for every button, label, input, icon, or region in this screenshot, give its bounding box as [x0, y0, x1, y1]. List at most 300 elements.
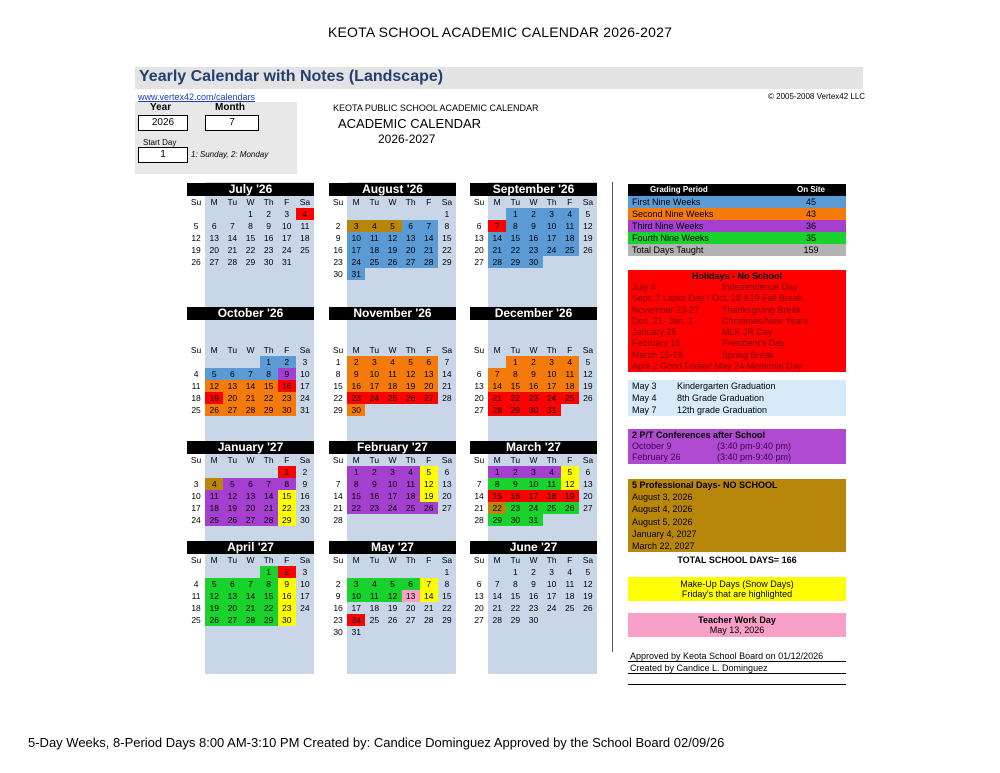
calendar-day: 10	[347, 590, 365, 602]
calendar-day	[296, 614, 314, 626]
calendar-day: 11	[191, 591, 201, 601]
calendar-day: 13	[223, 380, 241, 392]
calendar-day: 8	[260, 578, 278, 590]
calendar-day: 4	[561, 356, 579, 368]
calendar-day: 20	[205, 244, 223, 256]
weekday-header: F	[284, 197, 290, 207]
weekday-header: Sa	[299, 197, 311, 207]
grading-row	[628, 208, 846, 220]
startday-note: 1: Sunday, 2: Monday	[191, 150, 269, 159]
calendar-day	[296, 256, 314, 268]
month-title: June '27	[470, 541, 597, 554]
calendar-day: 16	[333, 245, 343, 255]
grading-period-name: Total Days Taught	[632, 245, 704, 255]
holiday-date: November 23-27	[632, 304, 700, 315]
calendar-day: 25	[205, 514, 223, 526]
calendar-day: 27	[474, 615, 484, 625]
calendar-day: 23	[300, 503, 310, 513]
calendar-day: 17	[278, 232, 296, 244]
calendar-day: 8	[444, 221, 450, 231]
calendar-day: 6	[402, 578, 420, 590]
calendar-day: 3	[524, 466, 542, 478]
startday-input[interactable]: 1	[138, 147, 188, 163]
calendar-day: 2	[347, 356, 365, 368]
calendar-day: 5	[383, 220, 401, 232]
calendar-day: 7	[476, 479, 482, 489]
holiday-name: Thanksgiving Break	[722, 304, 802, 315]
holiday-name: Independence Day	[722, 282, 798, 292]
calendar-day	[420, 404, 438, 416]
calendar-day: 15	[442, 591, 452, 601]
weekday-header: Su	[190, 345, 202, 355]
calendar-day: 25	[402, 502, 420, 514]
calendar-day: 15	[506, 232, 524, 244]
calendar-day: 29	[442, 615, 452, 625]
calendar-day: 7	[488, 220, 506, 232]
calendar-day: 9	[335, 233, 341, 243]
weekday-header: Sa	[299, 455, 311, 465]
calendar-day: 16	[278, 380, 296, 392]
calendar-day: 16	[278, 590, 296, 602]
calendar-day: 18	[383, 380, 401, 392]
weekday-header: M	[352, 555, 360, 565]
calendar-day	[365, 268, 383, 280]
calendar-day	[579, 514, 597, 526]
calendar-day: 17	[300, 591, 310, 601]
calendar-day: 26	[420, 502, 438, 514]
weekday-header: Sa	[299, 555, 311, 565]
calendar-day: 19	[402, 380, 420, 392]
graduation-date: May 4	[632, 393, 657, 403]
calendar-day: 25	[561, 392, 579, 404]
calendar-day: 18	[543, 490, 561, 502]
calendar-day	[223, 566, 241, 578]
weekday-header: Th	[405, 345, 416, 355]
weekday-header: Tu	[369, 345, 380, 355]
approved-line: Approved by Keota School Board on 01/12/2026	[628, 651, 846, 662]
calendar-day: 20	[402, 602, 420, 614]
month-title: November '26	[329, 307, 456, 320]
calendar-day: 14	[260, 490, 278, 502]
calendar-day: 3	[278, 208, 296, 220]
weekday-header: F	[426, 455, 432, 465]
calendar-day: 18	[205, 502, 223, 514]
weekday-header: Tu	[369, 455, 380, 465]
calendar-day: 8	[506, 220, 524, 232]
calendar-day: 11	[191, 381, 201, 391]
calendar-day: 27	[583, 503, 593, 513]
calendar-day: 26	[223, 514, 241, 526]
calendar-day: 5	[420, 466, 438, 478]
holiday-row	[628, 338, 846, 349]
calendar-day: 2	[278, 356, 296, 368]
calendar-day	[383, 566, 401, 578]
month-title: April '27	[187, 541, 314, 554]
makeup-line2: Friday's that are highlighted	[681, 589, 793, 599]
calendar-day: 3	[543, 356, 561, 368]
calendar-day: 4	[193, 369, 199, 379]
calendar-day	[488, 566, 506, 578]
calendar-day: 21	[488, 602, 506, 614]
calendar-day: 12	[223, 490, 241, 502]
calendar-day: 10	[300, 369, 310, 379]
weekday-header: Su	[190, 197, 202, 207]
calendar-day: 7	[335, 479, 341, 489]
grading-days: 35	[805, 233, 816, 243]
calendar-day: 1	[444, 567, 450, 577]
holiday-row	[628, 305, 846, 316]
calendar-day: 24	[347, 256, 365, 268]
calendar-day: 11	[561, 578, 579, 590]
calendar-day: 27	[402, 256, 420, 268]
calendar-day: 4	[402, 466, 420, 478]
weekday-header: Tu	[510, 345, 521, 355]
month-calendar	[329, 183, 456, 280]
calendar-day: 8	[506, 578, 524, 590]
page-title: KEOTA SCHOOL ACADEMIC CALENDAR 2026-2027	[327, 24, 673, 40]
calendar-day: 29	[260, 614, 278, 626]
calendar-day: 17	[524, 490, 542, 502]
calendar-day	[402, 268, 420, 280]
calendar-day: 27	[205, 256, 223, 268]
calendar-day: 22	[241, 244, 259, 256]
calendar-day: 18	[402, 490, 420, 502]
calendar-day: 12	[583, 369, 593, 379]
calendar-day: 6	[205, 220, 223, 232]
grading-row	[628, 244, 846, 256]
calendar-day: 23	[524, 602, 542, 614]
calendar-day: 17	[365, 380, 383, 392]
graduation-name: Kindergarten Graduation	[677, 381, 776, 391]
calendar-day: 22	[488, 502, 506, 514]
weekday-header: W	[246, 197, 255, 207]
teacher-line2: May 13, 2026	[709, 625, 765, 635]
calendar-day: 2	[335, 579, 341, 589]
holidays-box	[628, 270, 846, 372]
calendar-day: 18	[365, 602, 383, 614]
calendar-day: 7	[241, 578, 259, 590]
calendar-day: 2	[506, 466, 524, 478]
calendar-day: 5	[585, 209, 591, 219]
prof-days-box	[628, 479, 846, 552]
calendar-day: 16	[347, 380, 365, 392]
calendar-day: 28	[488, 404, 506, 416]
holiday-date: July 4	[632, 282, 656, 292]
calendar-day: 11	[402, 478, 420, 490]
calendar-day: 6	[444, 467, 450, 477]
calendar-day	[438, 268, 456, 280]
grading-period-name: First Nine Weeks	[632, 197, 701, 207]
weekday-header: F	[567, 555, 573, 565]
blank-line	[628, 677, 846, 685]
calendar-day	[187, 208, 205, 220]
calendar-day	[365, 404, 383, 416]
weekday-header: Tu	[369, 197, 380, 207]
calendar-day: 27	[223, 404, 241, 416]
calendar-day: 4	[561, 566, 579, 578]
calendar-day: 29	[333, 405, 343, 415]
calendar-day	[365, 208, 383, 220]
month-title: August '26	[329, 183, 456, 196]
graduation-row	[628, 392, 846, 404]
weekday-header: Th	[263, 345, 274, 355]
calendar-day: 30	[278, 614, 296, 626]
weekday-header: Tu	[227, 555, 238, 565]
calendar-day: 6	[476, 579, 482, 589]
calendar-day: 18	[561, 232, 579, 244]
weekday-header: M	[493, 345, 501, 355]
weekday-header: Su	[473, 455, 485, 465]
calendar-day: 19	[583, 381, 593, 391]
weekday-header: W	[529, 555, 538, 565]
holiday-date: April 2 Good Friday/ May 24 Memorial Day	[632, 361, 803, 372]
calendar-day	[205, 208, 223, 220]
calendar-day: 26	[205, 404, 223, 416]
calendar-day: 5	[402, 356, 420, 368]
month-title: January '27	[187, 441, 314, 454]
weekday-header: M	[210, 555, 218, 565]
holiday-row	[628, 350, 846, 361]
calendar-day: 14	[442, 369, 452, 379]
calendar-day: 5	[205, 368, 223, 380]
calendar-day: 4	[543, 466, 561, 478]
conference-time: (3:40 pm-9:40 pm)	[717, 452, 792, 463]
calendar-day: 26	[383, 256, 401, 268]
conference-date: February 26	[632, 452, 681, 463]
calendar-day: 21	[241, 392, 259, 404]
calendar-day: 19	[420, 490, 438, 502]
calendar-day: 26	[383, 614, 401, 626]
holidays-title: Holidays - No School	[691, 271, 782, 281]
calendar-day: 20	[474, 603, 484, 613]
calendar-day	[241, 466, 259, 478]
calendar-day	[420, 566, 438, 578]
calendar-day: 25	[561, 602, 579, 614]
weekday-header: Tu	[510, 555, 521, 565]
year-input[interactable]: 2026	[138, 115, 188, 131]
calendar-day: 22	[260, 602, 278, 614]
calendar-day: 14	[488, 590, 506, 602]
weekday-header: W	[388, 345, 397, 355]
vertex-link[interactable]: www.vertex42.com/calendars	[138, 92, 256, 102]
calendar-day	[543, 256, 561, 268]
calendar-day: 7	[488, 578, 506, 590]
month-calendar	[187, 183, 314, 268]
grading-head-onsite: On Site	[796, 185, 825, 194]
calendar-day: 13	[474, 591, 484, 601]
calendar-day: 31	[347, 268, 365, 280]
weekday-header: Th	[263, 197, 274, 207]
calendar-day: 8	[347, 478, 365, 490]
calendar-day: 4	[205, 478, 223, 490]
calendar-day: 3	[543, 566, 561, 578]
graduation-name: 8th Grade Graduation	[677, 393, 765, 403]
makeup-box	[628, 577, 846, 601]
calendar-day: 5	[383, 578, 401, 590]
calendar-day	[402, 404, 420, 416]
calendar-day: 13	[205, 232, 223, 244]
calendar-day	[438, 404, 456, 416]
month-input[interactable]: 7	[205, 115, 259, 131]
calendar-day: 3	[302, 567, 308, 577]
calendar-day: 23	[524, 244, 542, 256]
holiday-row	[628, 361, 846, 372]
calendar-day: 21	[488, 392, 506, 404]
prof-day-row: August 5, 2026	[632, 516, 693, 527]
calendar-day: 20	[402, 244, 420, 256]
calendar-day: 9	[260, 220, 278, 232]
calendar-day: 20	[583, 491, 593, 501]
calendar-day: 18	[365, 244, 383, 256]
weekday-header: W	[246, 555, 255, 565]
grading-row	[628, 232, 846, 244]
teacher-line1: Teacher Work Day	[698, 615, 776, 625]
calendar-day: 26	[402, 392, 420, 404]
calendar-day: 31	[278, 256, 296, 268]
graduation-box	[628, 380, 846, 416]
divider	[612, 182, 614, 652]
calendar-day: 7	[223, 220, 241, 232]
weekday-header: F	[567, 455, 573, 465]
calendar-day: 13	[223, 590, 241, 602]
calendar-day: 3	[365, 356, 383, 368]
calendar-day: 21	[223, 244, 241, 256]
conference-row	[628, 452, 846, 463]
calendar-day: 16	[524, 380, 542, 392]
calendar-day: 14	[333, 491, 343, 501]
calendar-day: 9	[524, 220, 542, 232]
calendar-day: 2	[278, 566, 296, 578]
calendar-day	[543, 514, 561, 526]
calendar-day: 8	[241, 220, 259, 232]
calendar-day: 25	[300, 245, 310, 255]
calendar-day: 5	[193, 221, 199, 231]
calendar-day: 15	[506, 590, 524, 602]
grading-days: 45	[805, 197, 816, 207]
weekday-header: W	[388, 455, 397, 465]
calendar-day: 5	[585, 567, 591, 577]
weekday-header: Th	[546, 455, 557, 465]
calendar-day: 3	[383, 466, 401, 478]
calendar-day: 15	[347, 490, 365, 502]
month-calendar	[470, 183, 597, 268]
calendar-day: 17	[543, 232, 561, 244]
calendar-day: 30	[278, 404, 296, 416]
calendar-day: 11	[365, 232, 383, 244]
calendar-day: 10	[347, 232, 365, 244]
weekday-header: W	[529, 345, 538, 355]
calendar-day: 19	[383, 602, 401, 614]
calendar-day: 13	[420, 368, 438, 380]
banner-title: Yearly Calendar with Notes (Landscape)	[135, 67, 863, 89]
calendar-day: 18	[561, 590, 579, 602]
calendar-day: 22	[506, 244, 524, 256]
prof-day-row: January 4, 2027	[632, 528, 697, 539]
calendar-day: 9	[506, 478, 524, 490]
weekday-header: M	[493, 555, 501, 565]
weekday-header: Sa	[441, 345, 453, 355]
weekday-header: F	[284, 555, 290, 565]
grading-row	[628, 196, 846, 208]
calendar-day: 13	[402, 232, 420, 244]
calendar-day: 14	[223, 232, 241, 244]
calendar-day: 12	[383, 232, 401, 244]
calendar-day: 17	[191, 503, 201, 513]
calendar-day: 2	[524, 566, 542, 578]
calendar-day: 21	[420, 602, 438, 614]
calendar-day: 3	[543, 208, 561, 220]
weekday-header: Th	[263, 455, 274, 465]
calendar-day	[347, 566, 365, 578]
calendar-day: 13	[583, 479, 593, 489]
calendar-day: 19	[583, 591, 593, 601]
calendar-day: 30	[333, 627, 343, 637]
weekday-header: F	[284, 455, 290, 465]
calendar-day	[402, 566, 420, 578]
calendar-day: 23	[333, 615, 343, 625]
calendar-day: 22	[442, 245, 452, 255]
calendar-day: 26	[561, 502, 579, 514]
calendar-day: 11	[300, 221, 310, 231]
calendar-day: 8	[488, 478, 506, 490]
weekday-header: Su	[473, 197, 485, 207]
month-title: October '26	[187, 307, 314, 320]
calendar-day: 4	[383, 356, 401, 368]
calendar-day: 28	[474, 515, 484, 525]
calendar-day	[402, 208, 420, 220]
calendar-day: 13	[474, 233, 484, 243]
calendar-day: 2	[335, 221, 341, 231]
calendar-day: 12	[383, 590, 401, 602]
calendar-day: 23	[278, 602, 296, 614]
calendar-day: 20	[420, 380, 438, 392]
calendar-day	[347, 514, 365, 526]
calendar-day	[543, 614, 561, 626]
weekday-header: M	[210, 197, 218, 207]
calendar-day: 30	[506, 514, 524, 526]
calendar-day: 11	[543, 478, 561, 490]
calendar-day: 31	[543, 404, 561, 416]
calendar-day: 1	[335, 357, 341, 367]
calendar-day: 19	[561, 490, 579, 502]
calendar-day: 10	[383, 478, 401, 490]
holiday-date: January 25	[632, 327, 677, 338]
calendar-day: 16	[333, 603, 343, 613]
created-line: Created by Candice L. Dominguez	[628, 663, 846, 674]
weekday-header: W	[246, 345, 255, 355]
calendar-day: 19	[583, 233, 593, 243]
calendar-day: 12	[205, 380, 223, 392]
weekday-header: Tu	[510, 197, 521, 207]
calendar-day: 28	[442, 393, 452, 403]
calendar-day: 3	[347, 578, 365, 590]
weekday-header: Th	[263, 555, 274, 565]
weekday-header: F	[426, 345, 432, 355]
calendar-day: 27	[442, 503, 452, 513]
calendar-day: 26	[583, 603, 593, 613]
month-calendar	[329, 441, 456, 526]
calendar-day: 2	[260, 208, 278, 220]
calendar-day: 22	[347, 502, 365, 514]
graduation-date: May 7	[632, 405, 657, 415]
calendar-day	[438, 626, 456, 638]
weekday-header: F	[284, 345, 290, 355]
calendar-day	[187, 356, 205, 368]
calendar-day: 26	[191, 257, 201, 267]
calendar-day: 24	[543, 244, 561, 256]
month-title: February '27	[329, 441, 456, 454]
weekday-header: Sa	[441, 555, 453, 565]
